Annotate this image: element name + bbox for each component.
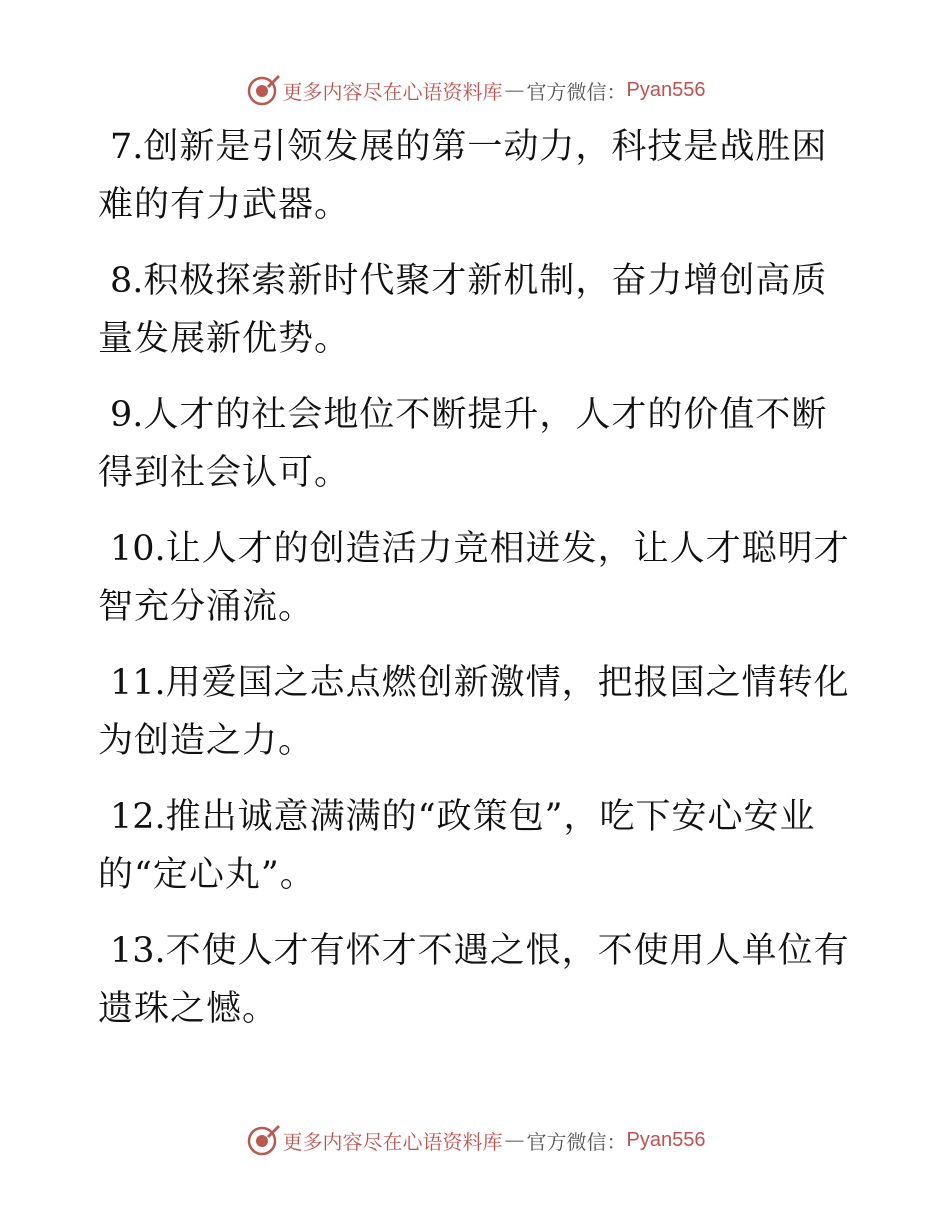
item-number: 11. (110, 663, 166, 703)
separator: — (504, 1128, 525, 1152)
header-watermark (0, 70, 950, 110)
quote-item-11 (98, 654, 858, 770)
item-text: 积极探索新时代聚才新机制，奋力增创高质量发展新优势。 (98, 261, 828, 359)
quote-item-8 (98, 252, 858, 368)
item-text: 让人才的创造活力竞相迸发，让人才聪明才智充分涌流。 (98, 529, 850, 627)
quote-item-9 (98, 386, 858, 502)
wechat-label: 官方微信： (526, 79, 627, 104)
item-number: 13. (110, 931, 166, 971)
wechat-id: Pyan556 (626, 1128, 706, 1151)
quote-item-10 (98, 520, 858, 636)
brush-logo-icon (245, 72, 281, 108)
item-number: 8. (110, 261, 144, 301)
item-text: 人才的社会地位不断提升，人才的价值不断得到社会认可。 (98, 395, 828, 493)
separator: — (504, 78, 525, 102)
quote-list (98, 118, 858, 1056)
item-text: 不使人才有怀才不遇之恨，不使用人单位有遗珠之憾。 (98, 931, 850, 1029)
quote-item-12 (98, 788, 858, 904)
brush-logo-icon (245, 1122, 281, 1158)
site-name: 更多内容尽在心语资料库 (282, 79, 503, 104)
item-number: 10. (110, 529, 166, 569)
quote-item-7 (98, 118, 858, 234)
item-text: 用爱国之志点燃创新激情，把报国之情转化为创造之力。 (98, 663, 850, 761)
wechat-label: 官方微信： (526, 1129, 627, 1154)
item-number: 12. (110, 797, 166, 837)
wechat-id: Pyan556 (626, 78, 706, 101)
site-name: 更多内容尽在心语资料库 (282, 1129, 503, 1154)
item-text: 创新是引领发展的第一动力，科技是战胜困难的有力武器。 (98, 127, 828, 225)
item-number: 7. (110, 127, 144, 167)
item-text: 推出诚意满满的“政策包”，吃下安心安业的“定心丸”。 (98, 797, 816, 895)
quote-item-13 (98, 922, 858, 1038)
footer-watermark (0, 1120, 950, 1160)
item-number: 9. (110, 395, 144, 435)
